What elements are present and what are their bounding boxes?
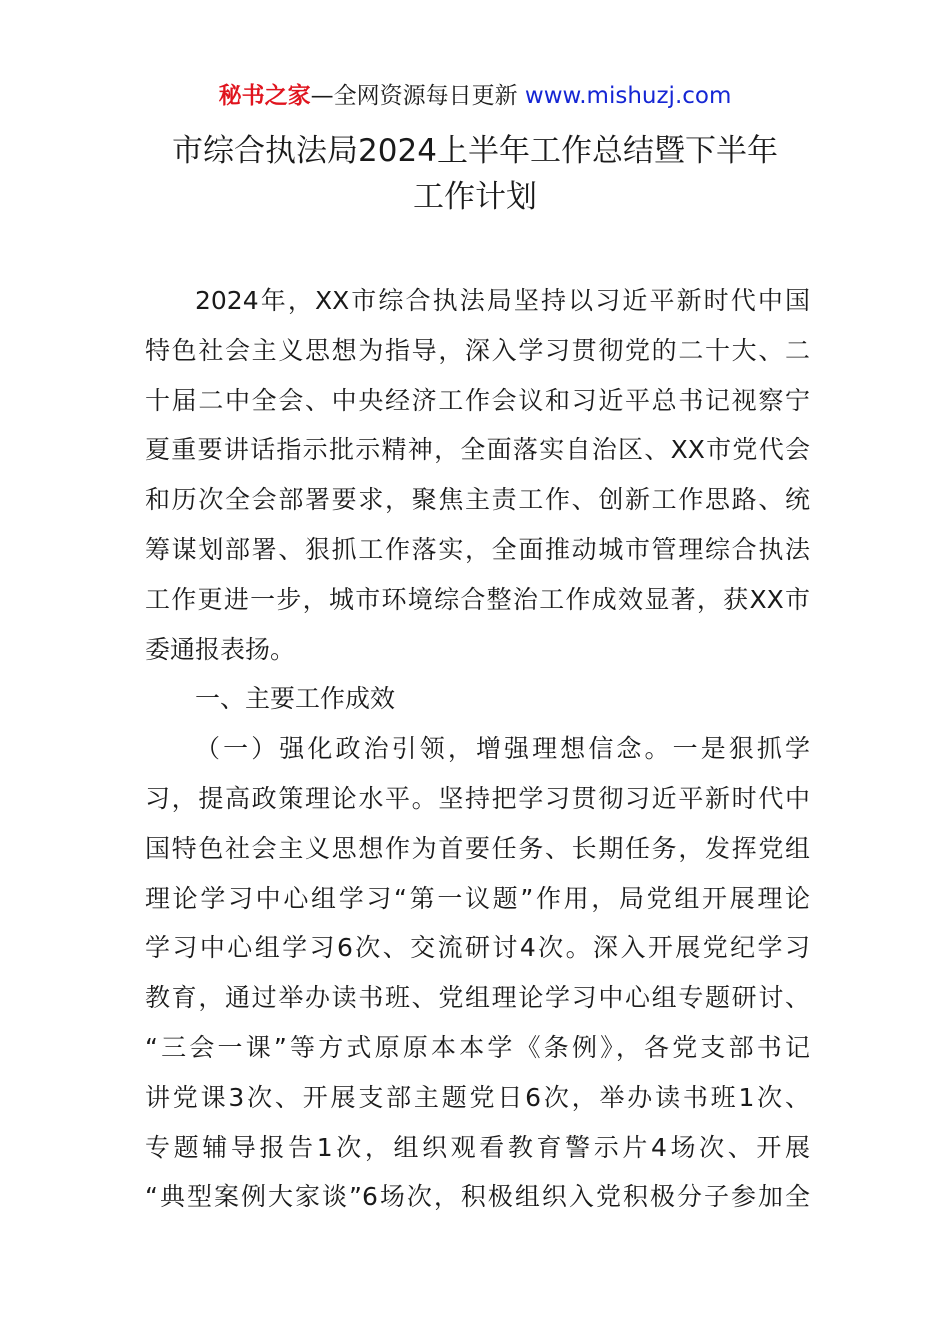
- body-line: 2024年，XX市综合执法局坚持以习近平新时代中国: [195, 286, 810, 315]
- body-line: 理论学习中心组学习“第一议题”作用，局党组开展理论: [145, 883, 810, 913]
- body-line: 讲党课3次、开展支部主题党日6次，举办读书班1次、: [145, 1082, 810, 1112]
- body-line: 委通报表扬。: [145, 634, 296, 664]
- body-line: 和历次全会部署要求，聚焦主责工作、创新工作思路、统: [145, 485, 810, 515]
- site-url-link[interactable]: www.mishuzj.com: [524, 83, 732, 109]
- body-line: 特色社会主义思想为指导，深入学习贯彻党的二十大、二: [145, 335, 810, 365]
- body-line: 习，提高政策理论水平。坚持把学习贯彻习近平新时代中: [145, 783, 810, 813]
- body-line: 夏重要讲话指示批示精神，全面落实自治区、XX市党代会: [145, 435, 810, 465]
- body-line: （一）强化政治引领，增强理想信念。一是狠抓学: [195, 734, 810, 764]
- title-line-2: 工作计划: [413, 179, 537, 215]
- body-line: 学习中心组学习6次、交流研讨4次。深入开展党纪学习: [145, 933, 810, 963]
- section-heading: 一、主要工作成效: [195, 684, 396, 714]
- site-tagline: —全网资源每日更新: [310, 83, 525, 109]
- site-header: [0, 80, 950, 112]
- title-line-1: 市综合执法局2024上半年工作总结暨下半年: [172, 133, 778, 169]
- body-line: “三会一课”等方式原原本本学《条例》，各党支部书记: [145, 1032, 810, 1062]
- body-line: 教育，通过举办读书班、党组理论学习中心组专题研讨、: [145, 983, 810, 1013]
- document-title: [120, 128, 830, 220]
- body-line: 筹谋划部署、狠抓工作落实，全面推动城市管理综合执法: [145, 534, 810, 564]
- body-line: 专题辅导报告1次，组织观看教育警示片4场次、开展: [145, 1132, 810, 1162]
- body-line: “典型案例大家谈”6场次，积极组织入党积极分子参加全: [145, 1182, 810, 1212]
- body-line: 工作更进一步，城市环境综合整治工作成效显著，获XX市: [145, 584, 810, 614]
- body-line: 国特色社会主义思想作为首要任务、长期任务，发挥党组: [145, 833, 810, 863]
- document-body: [145, 276, 810, 1222]
- site-brand: 秘书之家: [218, 83, 311, 109]
- body-line: 十届二中全会、中央经济工作会议和习近平总书记视察宁: [145, 385, 810, 415]
